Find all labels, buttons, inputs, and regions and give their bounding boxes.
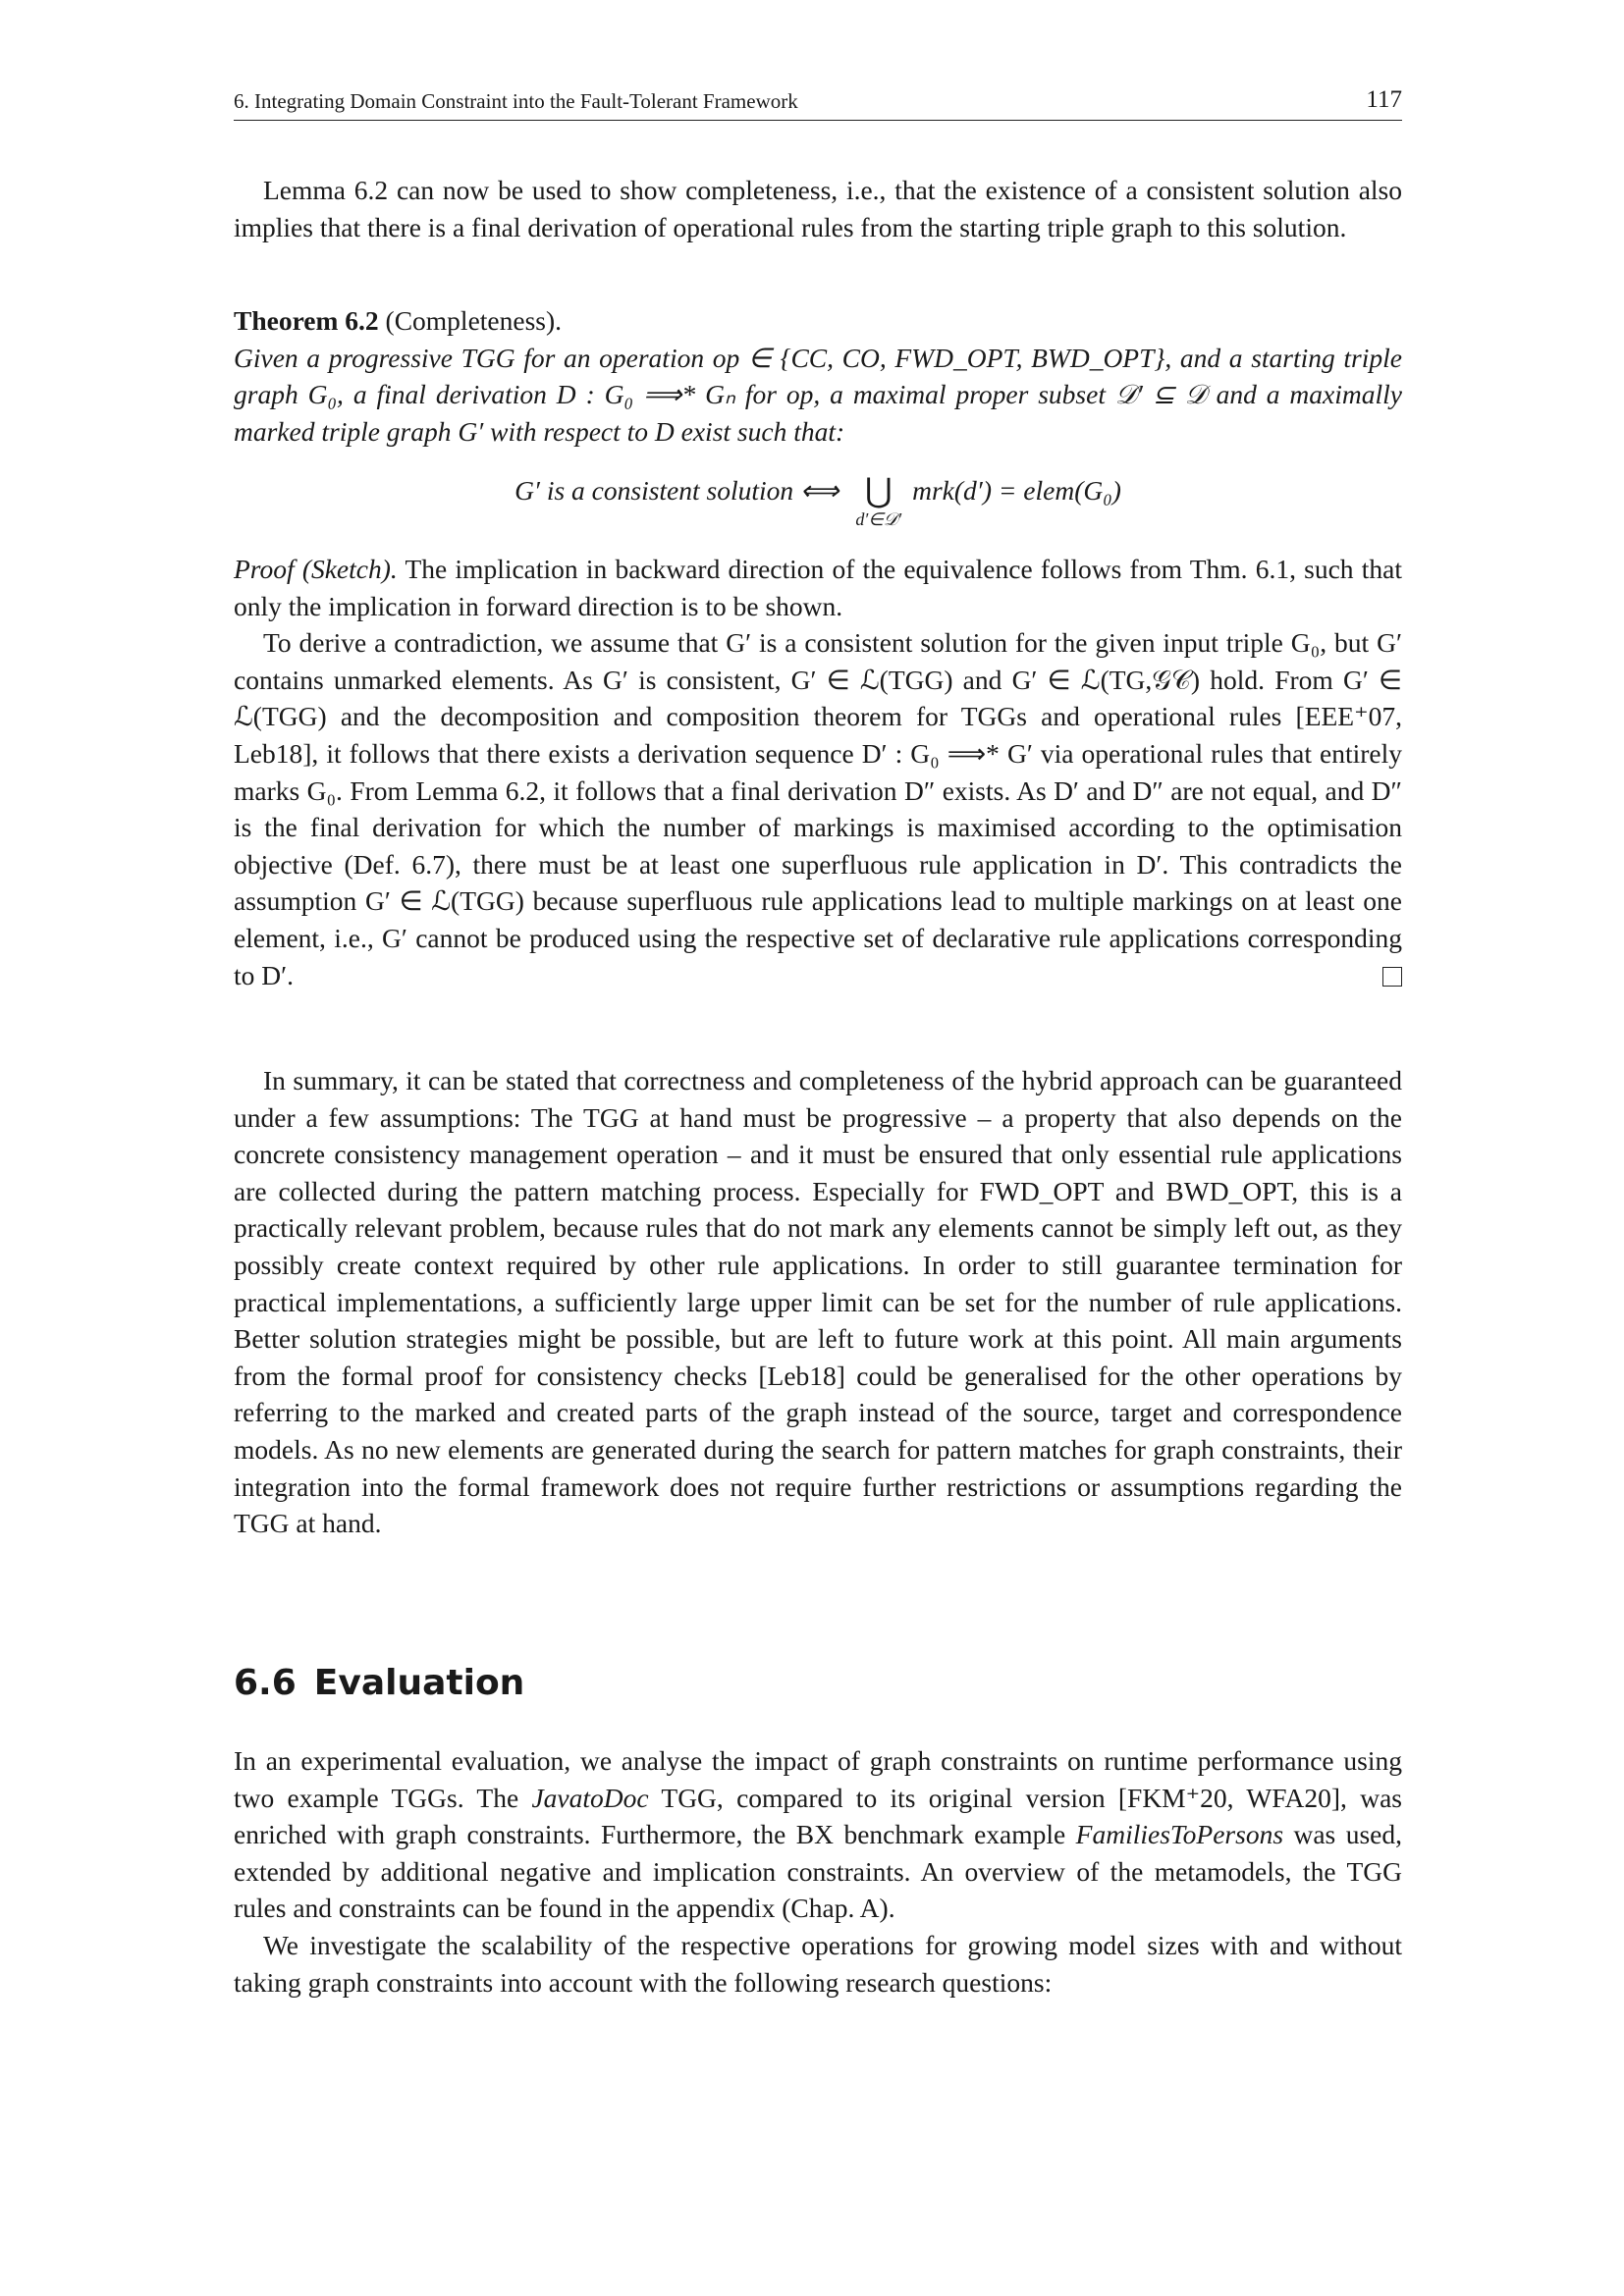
familiestopersons-term: FamiliesToPersons [1075, 1819, 1284, 1850]
eval-text-a: In an experimental evaluation, we analyse the impact of graph constraints on runtime performance using two example TGGs. The [234, 1745, 1402, 1813]
section-heading [234, 1663, 524, 1703]
evaluation-paragraph-1 [234, 1742, 1402, 1927]
intro-paragraph: Lemma 6.2 can now be used to show completeness, i.e., that the existence of a consistent solution also implies that there is a final derivation of operational rules from the starting triple graph to this solution. [234, 175, 1402, 242]
proof-second-text: To derive a contradiction, we assume that G′ is a consistent solution for the given input triple G₀, but G′ contains unmarked elements. As G′ is consistent, G′ ∈ ℒ(TGG) and G′ ∈ ℒ(TG,𝒢𝒞) hold. From G′ ∈ ℒ(TGG) and the decomposition and composition theorem for TGGs and operational rules [EEE⁺07, Leb18], it follows that there exists a derivation sequence D′ : G₀ ⟹* G′ via operational rules that entirely marks G₀. From Lemma 6.2, it follows that a final derivation D″ exists. As D′ and D″ are not equal, and D″ is the final derivation for which the number of markings is maximised according to the optimisation objective (Def. 6.7), there must be at least one superfluous rule application in D′. This contradicts the assumption G′ ∈ ℒ(TGG) because superfluous rule applications lead to multiple markings on at least one element, i.e., G′ cannot be produced using the respective set of declarative rule applications corresponding to D′. [234, 627, 1402, 990]
union-operator [855, 475, 901, 530]
union-symbol: ⋃ [864, 473, 893, 509]
proof-first-text: The implication in backward direction of the equivalence follows from Thm. 6.1, such that only the implication in forward direction is to be shown. [234, 554, 1402, 621]
theorem-block [234, 302, 1402, 450]
intro-block [234, 172, 1402, 245]
proof-block [234, 551, 1402, 993]
equation-left: G′ is a consistent solution ⟺ [514, 475, 839, 506]
chapter-title: 6. Integrating Domain Constraint into the Fault-Tolerant Framework [234, 89, 798, 113]
running-header [234, 86, 1402, 121]
theorem-label: Theorem 6.2 [234, 305, 379, 336]
equation-right: mrk(d′) = elem(G₀) [912, 475, 1121, 506]
javatodoc-term: JavatoDoc [531, 1782, 649, 1813]
evaluation-paragraph-2: We investigate the scalability of the respective operations for growing model sizes with and without taking graph constraints into account with the following research questions: [234, 1929, 1402, 1998]
theorem-name: (Completeness). [385, 305, 563, 336]
section-number: 6.6 [234, 1663, 297, 1703]
union-subscript: d′∈𝒟′ [855, 509, 902, 529]
summary-paragraph: In summary, it can be stated that correctness and completeness of the hybrid approach can be guaranteed under a few assumptions: The TGG at hand must be progressive – a property that also depends on the concrete consistency management operation – and it must be ensured that only essential rule applications are collected during the pattern matching process. Especially for FWD_OPT and BWD_OPT, this is a practically relevant problem, because rules that do not mark any elements cannot be simply left out, as they possibly create context required by other rule applications. In order to still guarantee termination for practical implementations, a sufficiently large upper limit can be set for the number of rule applications. Better solution strategies might be possible, but are left to future work at this point. All main arguments from the formal proof for consistency checks [Leb18] could be generalised for the other operations by referring to the marked and created parts of the graph instead of the source, target and correspondence models. As no new elements are generated during the search for pattern matches for graph constraints, their integration into the formal framework does not require further restrictions or assumptions regarding the TGG at hand. [234, 1065, 1402, 1539]
summary-block [234, 1062, 1402, 1542]
proof-paragraph-1 [234, 551, 1402, 624]
eval-text-c: was used, extended by additional negative and implication constraints. An overview of the metamodels, the TGG rules and constraints can be found in the appendix (Chap. A). [234, 1819, 1402, 1924]
section-title: Evaluation [313, 1663, 525, 1703]
proof-label: Proof (Sketch). [234, 554, 398, 584]
theorem-equation [234, 475, 1402, 530]
qed-symbol [1382, 967, 1402, 987]
theorem-statement: Given a progressive TGG for an operation op ∈ {CC, CO, FWD_OPT, BWD_OPT}, and a starting triple graph G₀, a final derivation D : G₀ ⟹* Gₙ for op, a maximal proper subset 𝒟′ ⊆ 𝒟 and a maximally marked triple graph G′ with respect to D exist such that: [234, 342, 1402, 447]
theorem-heading [234, 302, 1402, 340]
eval-text-b: TGG, compared to its original version [FKM⁺20, WFA20], was enriched with graph constraints. Furthermore, the BX benchmark example [234, 1782, 1402, 1850]
page-number: 117 [1366, 86, 1402, 113]
proof-paragraph-2 [234, 624, 1402, 993]
evaluation-block [234, 1742, 1402, 2001]
